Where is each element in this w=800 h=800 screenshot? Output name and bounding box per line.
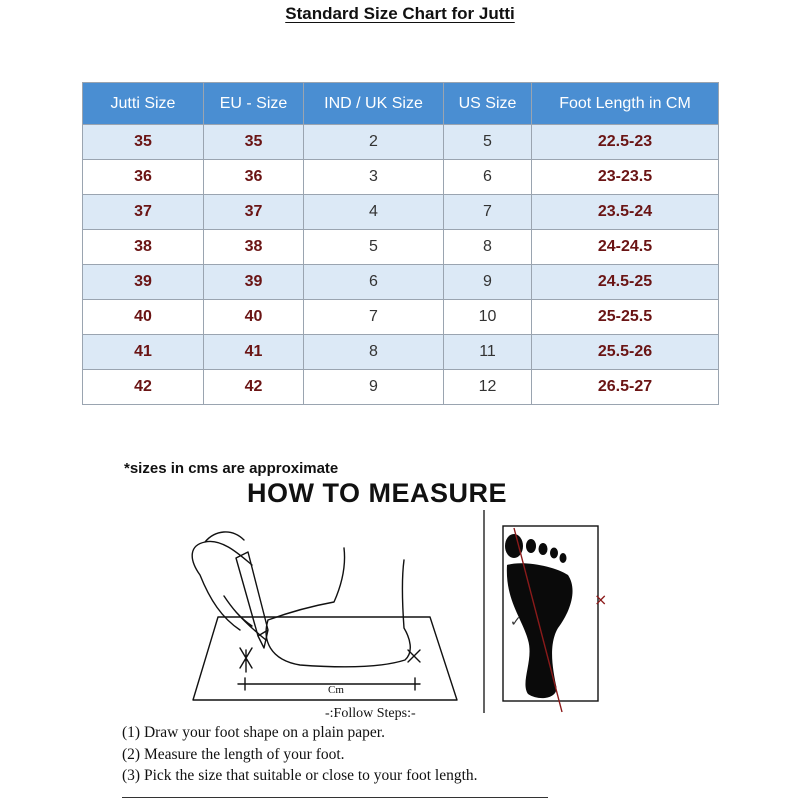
- follow-steps-label: -:Follow Steps:-: [325, 706, 416, 721]
- cell-jutti-size: 39: [83, 265, 204, 300]
- cell-jutti-size: 42: [83, 370, 204, 405]
- cell-foot-length: 24-24.5: [532, 230, 719, 265]
- cell-us-size: 9: [444, 265, 532, 300]
- cell-jutti-size: 35: [83, 125, 204, 160]
- cell-ind-uk-size: 8: [304, 335, 444, 370]
- cell-ind-uk-size: 7: [304, 300, 444, 335]
- cell-jutti-size: 36: [83, 160, 204, 195]
- table-row: [83, 300, 719, 335]
- cell-eu-size: 42: [204, 370, 304, 405]
- cell-us-size: 7: [444, 195, 532, 230]
- cell-jutti-size: 41: [83, 335, 204, 370]
- how-to-measure-heading: HOW TO MEASURE: [247, 478, 508, 508]
- cell-ind-uk-size: 6: [304, 265, 444, 300]
- foot-mark-right: [408, 650, 420, 662]
- cell-eu-size: 40: [204, 300, 304, 335]
- cell-eu-size: 41: [204, 335, 304, 370]
- cell-ind-uk-size: 2: [304, 125, 444, 160]
- cell-us-size: 8: [444, 230, 532, 265]
- header-jutti-size: Jutti Size: [83, 83, 204, 125]
- cell-eu-size: 35: [204, 125, 304, 160]
- cell-eu-size: 38: [204, 230, 304, 265]
- table-header-row: [83, 83, 719, 125]
- measure-illustration: [0, 500, 800, 715]
- correct-mark: ✓: [510, 614, 522, 630]
- cell-jutti-size: 40: [83, 300, 204, 335]
- step-item: (1) Draw your foot shape on a plain paper.: [122, 724, 385, 741]
- cell-ind-uk-size: 3: [304, 160, 444, 195]
- foot-outline: [266, 548, 410, 667]
- foot-mark-left: [240, 648, 252, 672]
- wrong-mark: ×: [594, 590, 608, 609]
- size-chart-table: [82, 82, 719, 405]
- table-row: [83, 195, 719, 230]
- table-row: [83, 335, 719, 370]
- cell-eu-size: 39: [204, 265, 304, 300]
- step-item: (3) Pick the size that suitable or close to your foot length.: [122, 767, 478, 784]
- cell-foot-length: 26.5-27: [532, 370, 719, 405]
- page-title: Standard Size Chart for Jutti: [285, 4, 515, 23]
- header-eu-size: EU - Size: [204, 83, 304, 125]
- cell-ind-uk-size: 9: [304, 370, 444, 405]
- cell-jutti-size: 37: [83, 195, 204, 230]
- cell-us-size: 5: [444, 125, 532, 160]
- cell-eu-size: 36: [204, 160, 304, 195]
- cell-ind-uk-size: 4: [304, 195, 444, 230]
- approximate-note: *sizes in cms are approximate: [124, 460, 339, 477]
- table-row: [83, 160, 719, 195]
- cell-foot-length: 23.5-24: [532, 195, 719, 230]
- cell-us-size: 11: [444, 335, 532, 370]
- cell-foot-length: 22.5-23: [532, 125, 719, 160]
- step-item: (2) Measure the length of your foot.: [122, 746, 345, 763]
- cell-us-size: 12: [444, 370, 532, 405]
- table-row: [83, 230, 719, 265]
- cell-foot-length: 25.5-26: [532, 335, 719, 370]
- cell-us-size: 6: [444, 160, 532, 195]
- cell-foot-length: 23-23.5: [532, 160, 719, 195]
- header-us-size: US Size: [444, 83, 532, 125]
- ruler-label: Cm: [328, 684, 344, 696]
- bottom-rule: [122, 797, 548, 798]
- header-foot-length: Foot Length in CM: [532, 83, 719, 125]
- cell-jutti-size: 38: [83, 230, 204, 265]
- pen-icon: [236, 552, 268, 648]
- header-ind-uk-size: IND / UK Size: [304, 83, 444, 125]
- table-row: [83, 370, 719, 405]
- cell-foot-length: 25-25.5: [532, 300, 719, 335]
- table-row: [83, 125, 719, 160]
- cell-foot-length: 24.5-25: [532, 265, 719, 300]
- cell-eu-size: 37: [204, 195, 304, 230]
- cell-ind-uk-size: 5: [304, 230, 444, 265]
- table-row: [83, 265, 719, 300]
- cell-us-size: 10: [444, 300, 532, 335]
